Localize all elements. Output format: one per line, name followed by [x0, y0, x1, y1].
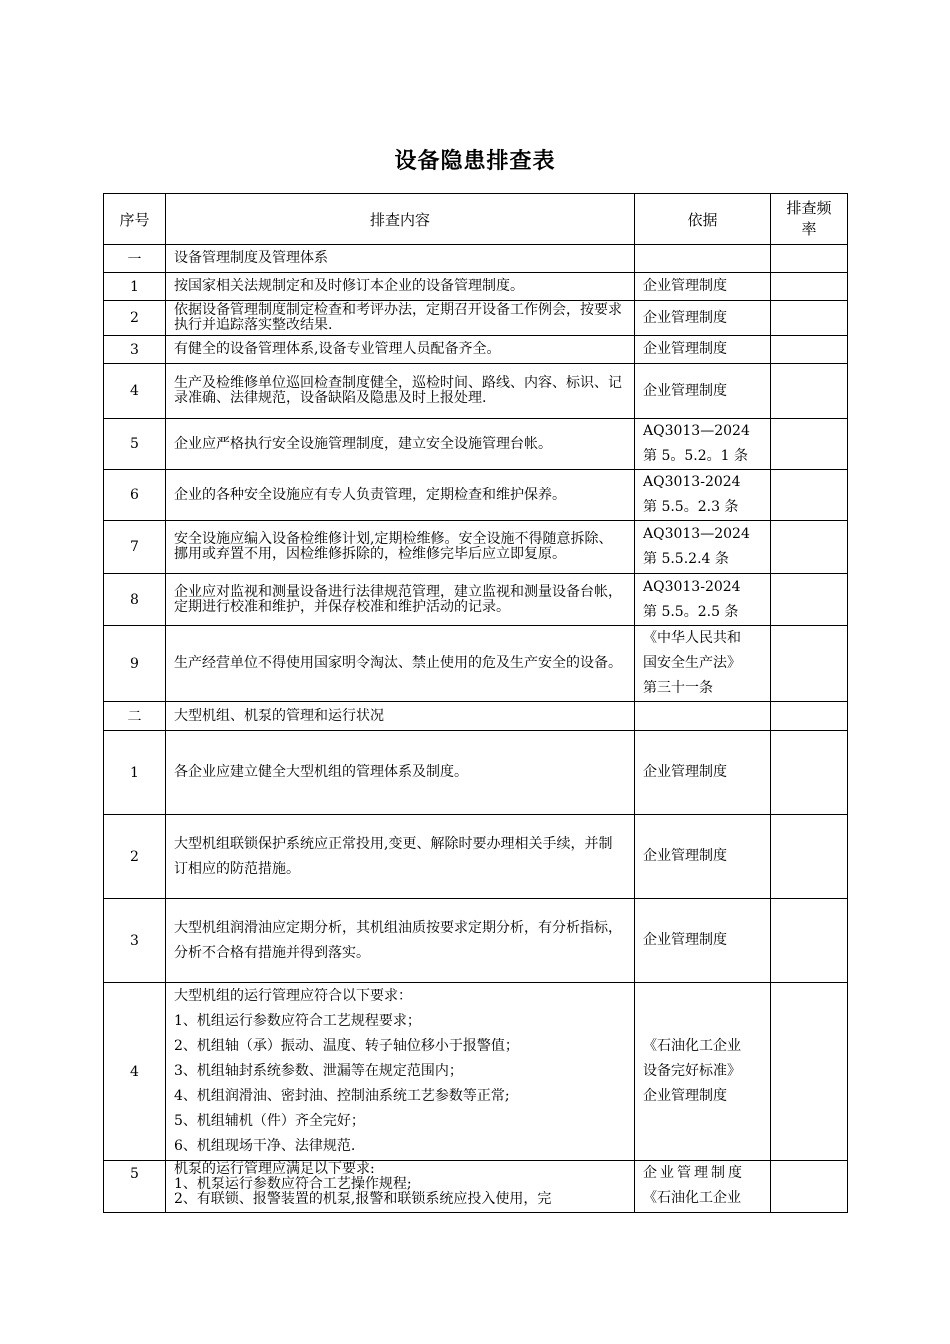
frequency-cell [771, 815, 848, 899]
section-title: 设备管理制度及管理体系 [166, 245, 635, 273]
item-content [166, 1161, 635, 1213]
table-row [104, 815, 848, 899]
header-basis: 依据 [635, 194, 771, 245]
frequency-cell [771, 336, 848, 364]
table-row [104, 521, 848, 574]
frequency-cell [771, 301, 848, 336]
item-content: 依据设备管理制度制定检查和考评办法，定期召开设备工作例会，按要求执行并追踪落实整改结果. [166, 301, 635, 336]
content-line: 大型机组的运行管理应符合以下要求： [174, 988, 412, 1004]
basis-line: 《石油化工企业 [643, 1038, 741, 1054]
content-line: 3、机组轴封系统参数、泄漏等在规定范围内； [174, 1063, 463, 1079]
table-row [104, 1161, 848, 1213]
item-basis: 企业管理制度 [635, 815, 771, 899]
basis-line: 国安全生产法》 [643, 655, 741, 671]
table-header-row [104, 194, 848, 245]
table-row [104, 273, 848, 301]
content-line: 2、有联锁、报警装置的机泵,报警和联锁系统应投入使用，完 [174, 1191, 552, 1207]
item-content: 生产经营单位不得使用国家明令淘汰、禁止使用的危及生产安全的设备。 [166, 626, 635, 702]
item-content: 企业应严格执行安全设施管理制度，建立安全设施管理台帐。 [166, 419, 635, 470]
item-content: 生产及检维修单位巡回检查制度健全，巡检时间、路线、内容、标识、记录准确、法律规范，设备缺陷及隐患及时上报处理. [166, 364, 635, 419]
item-content: 有健全的设备管理体系,设备专业管理人员配备齐全。 [166, 336, 635, 364]
table-row [104, 364, 848, 419]
table-row [104, 626, 848, 702]
item-basis: 企业管理制度 [635, 336, 771, 364]
item-number: 4 [104, 364, 166, 419]
item-basis [635, 574, 771, 626]
item-basis: 企业管理制度 [635, 364, 771, 419]
basis-line: 《石油化工企业 [643, 1190, 741, 1206]
item-content [166, 983, 635, 1161]
item-basis [635, 470, 771, 521]
content-line: 1、机泵运行参数应符合工艺操作规程; [174, 1176, 412, 1192]
content-line: 2、机组轴（承）振动、温度、转子轴位移小于报警值； [174, 1038, 519, 1054]
basis-line: 第三十一条 [643, 680, 713, 696]
basis-line: 企业管理制度 [643, 1088, 727, 1104]
basis-line: 企业管理制度 [643, 1165, 745, 1181]
basis-line: AQ3013—2024 [643, 526, 750, 542]
table-row [104, 301, 848, 336]
item-number: 2 [104, 301, 166, 336]
frequency-cell [771, 273, 848, 301]
header-frequency-line1: 排查频 [786, 199, 832, 217]
frequency-cell [771, 983, 848, 1161]
table-row [104, 731, 848, 815]
item-content: 安全设施应编入设备检维修计划,定期检维修。安全设施不得随意拆除、挪用或弃置不用，因检维修拆除的，检维修完毕后应立即复原。 [166, 521, 635, 574]
item-number: 4 [104, 983, 166, 1161]
item-content: 企业的各种安全设施应有专人负责管理，定期检查和维护保养。 [166, 470, 635, 521]
header-content: 排查内容 [166, 194, 635, 245]
table-row [104, 419, 848, 470]
item-number: 3 [104, 336, 166, 364]
frequency-cell [771, 521, 848, 574]
basis-line: 第 5.5。2.3 条 [643, 499, 739, 515]
item-basis [635, 419, 771, 470]
item-number: 7 [104, 521, 166, 574]
header-seq: 序号 [104, 194, 166, 245]
item-basis [635, 1161, 771, 1213]
item-basis: 企业管理制度 [635, 899, 771, 983]
basis-line: AQ3013-2024 [643, 474, 741, 490]
basis-line: 第 5。5.2。1 条 [643, 448, 748, 464]
content-line: 6、机组现场干净、法律规范. [174, 1138, 356, 1154]
section-title: 大型机组、机泵的管理和运行状况 [166, 702, 635, 731]
item-basis: 企业管理制度 [635, 273, 771, 301]
section-id: 二 [104, 702, 166, 731]
item-number: 5 [104, 1161, 166, 1213]
item-basis: 企业管理制度 [635, 301, 771, 336]
item-basis [635, 626, 771, 702]
empty-cell [635, 702, 771, 731]
frequency-cell [771, 1161, 848, 1213]
header-frequency [771, 194, 848, 245]
item-number: 2 [104, 815, 166, 899]
table-row [104, 470, 848, 521]
table-row [104, 899, 848, 983]
frequency-cell [771, 702, 848, 731]
page-title: 设备隐患排查表 [394, 149, 556, 174]
item-basis [635, 521, 771, 574]
basis-line: 设备完好标准》 [643, 1063, 741, 1079]
table-row [104, 983, 848, 1161]
item-number: 1 [104, 731, 166, 815]
basis-line: AQ3013—2024 [643, 423, 750, 439]
basis-line: AQ3013-2024 [643, 578, 741, 595]
item-basis [635, 983, 771, 1161]
item-number: 3 [104, 899, 166, 983]
frequency-cell [771, 574, 848, 626]
item-number: 1 [104, 273, 166, 301]
basis-line: 第 5.5。2.5 条 [643, 603, 739, 620]
item-basis: 企业管理制度 [635, 731, 771, 815]
basis-line: 《中华人民共和 [643, 630, 741, 646]
frequency-cell [771, 731, 848, 815]
item-content: 大型机组联锁保护系统应正常投用,变更、解除时要办理相关手续，并制订相应的防范措施。 [166, 815, 635, 899]
item-content: 企业应对监视和测量设备进行法律规范管理，建立监视和测量设备台帐，定期进行校准和维护，并保存校准和维护活动的记录。 [166, 574, 635, 626]
frequency-cell [771, 419, 848, 470]
item-number: 9 [104, 626, 166, 702]
content-line: 机泵的运行管理应满足以下要求: [174, 1161, 375, 1177]
item-content: 大型机组润滑油应定期分析，其机组油质按要求定期分析，有分析指标，分析不合格有措施并得到落实。 [166, 899, 635, 983]
content-line: 5、机组辅机（件）齐全完好； [174, 1113, 365, 1129]
frequency-cell [771, 470, 848, 521]
section-row [104, 245, 848, 273]
frequency-cell [771, 626, 848, 702]
item-number: 6 [104, 470, 166, 521]
empty-cell [635, 245, 771, 273]
item-number: 8 [104, 574, 166, 626]
item-content: 各企业应建立健全大型机组的管理体系及制度。 [166, 731, 635, 815]
header-frequency-line2: 率 [801, 220, 817, 238]
content-line: 4、机组润滑油、密封油、控制油系统工艺参数等正常; [174, 1088, 510, 1104]
frequency-cell [771, 899, 848, 983]
table-row [104, 574, 848, 626]
item-number: 5 [104, 419, 166, 470]
frequency-cell [771, 245, 848, 273]
section-id: 一 [104, 245, 166, 273]
frequency-cell [771, 364, 848, 419]
table-row [104, 336, 848, 364]
item-content: 按国家相关法规制定和及时修订本企业的设备管理制度。 [166, 273, 635, 301]
inspection-table [103, 193, 848, 1213]
basis-line: 第 5.5.2.4 条 [643, 551, 729, 567]
content-line: 1、机组运行参数应符合工艺规程要求； [174, 1013, 421, 1029]
section-row [104, 702, 848, 731]
